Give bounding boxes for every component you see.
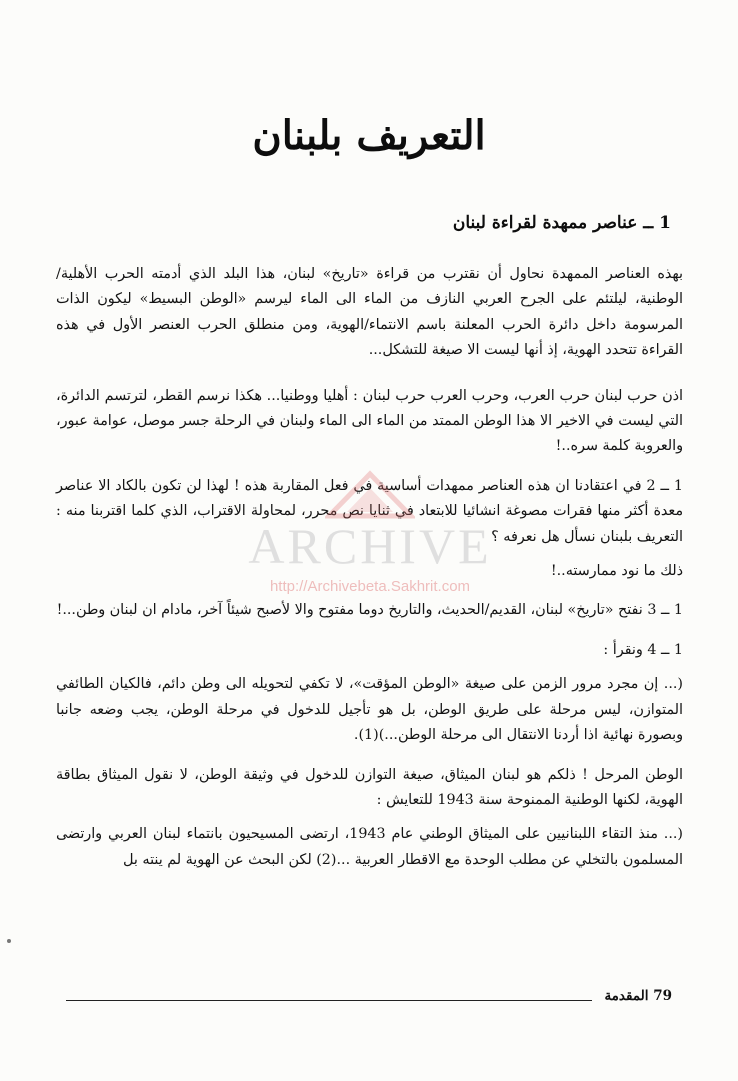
footer-page-label: 79 المقدمة bbox=[604, 988, 672, 1004]
footer-rule bbox=[66, 1000, 592, 1001]
paragraph: اذن حرب لبنان حرب العرب، وحرب العرب حرب لبنان : أهليا ووطنيا... هكذا نرسم القطر، لترتسم الدائرة، التي ليست في الاخير الا هذا الوطن الممتد من الماء الى الماء ولبنان في الرحلة جسر موصل، عوامة عبور، والعروبة كلمة سره..! bbox=[56, 387, 683, 455]
paragraph: 1 ــ 2 في اعتقادنا ان هذه العناصر ممهدات أساسية في فعل المقاربة هذه ! لهذا لن تكون بالكاد الا عناصر معدة أكثر منها فقرات مصوغة انشائيا للابتعاد في ثنايا نص محرر، لمحاولة الاقتراب، الذي كلما اقتربنا منه : التعريف بلبنان نسأل هل نعرفه ؟ bbox=[56, 477, 683, 545]
quote-paragraph: (... منذ التقاء اللبنانيين على الميثاق الوطني عام 1943، ارتضى المسيحيون بانتماء لبنان العربي وارتضى المسلمون بالتخلي عن مطلب الوحدة مع الاقطار العربية ...(2) لكن البحث عن الهوية لم ينته بل bbox=[56, 826, 683, 868]
paragraph: بهذه العناصر الممهدة نحاول أن نقترب من قراءة «تاريخ» لبنان، هذا البلد الذي أدمته الحرب الأهلية/الوطنية، ليلتئم على الجرح العربي النازف من الماء الى الماء ليرسم «الوطن البسيط» ليكون الذات المرسومة داخل دائرة الحرب المعلنة باسم الانتماء/الهوية، ومن منطلق الحرب العنصر الأول في هذه القراءة تتحدد الهوية، إذ أنها ليست الا صيغة للتشكل... bbox=[56, 266, 683, 359]
paragraph: ذلك ما نود ممارسته..! bbox=[550, 563, 683, 580]
paragraph: 1 ــ 4 ونقرأ : bbox=[603, 641, 683, 658]
quote-paragraph: (... إن مجرد مرور الزمن على صيغة «الوطن المؤقت»، لا تكفي لتحويله الى وطن دائم، فالكيان الطائفي المتوازن، ليس مرحلة على طريق الوطن، بل هو تأجيل للدخول في مرحلة الوطن، يجب وضعه جانبا وبصورة نهائية اذا أردنا الانتقال الى مرحلة الوطن...)(1). bbox=[56, 676, 683, 744]
page-title: التعريف بلبنان bbox=[252, 112, 486, 159]
paragraph: 1 ــ 3 نفتح «تاريخ» لبنان، القديم/الحديث، والتاريخ دوما مفتوح والا لأصبح شيئاً آخر، مادام ان لبنان وطن...! bbox=[56, 602, 683, 619]
watermark-url: http://Archivebeta.Sakhrit.com bbox=[269, 578, 471, 595]
archive-logo-icon bbox=[325, 470, 415, 522]
archive-watermark bbox=[220, 470, 520, 620]
paragraph: الوطن المرحل ! ذلكم هو لبنان الميثاق، صيغة التوازن للدخول في وثيقة الوطن، لا نقول الميثاق بطاقة الهوية، لكنها الوطنية الممنوحة سنة 1943 للتعايش : bbox=[56, 766, 683, 808]
scan-mark bbox=[7, 939, 11, 943]
section-heading: 1 ــ عناصر ممهدة لقراءة لبنان bbox=[452, 213, 671, 233]
watermark-word: ARCHIVE bbox=[248, 518, 492, 574]
